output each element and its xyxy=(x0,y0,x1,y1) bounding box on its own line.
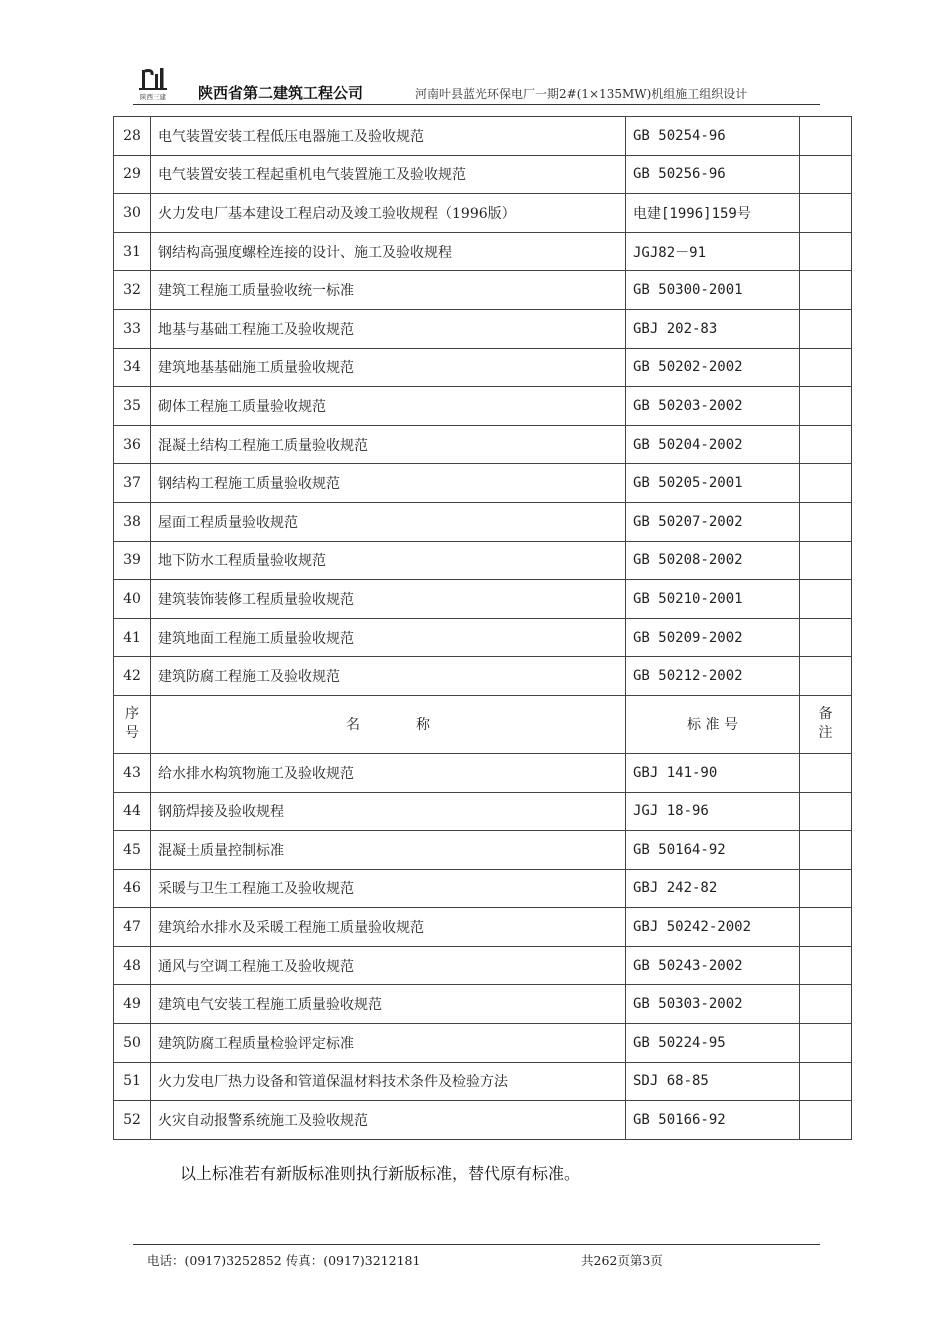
footer-contact: 电话：(0917)3252852 传真：(0917)3212181 xyxy=(147,1253,421,1268)
table-row xyxy=(114,618,852,657)
col-header-no xyxy=(114,695,151,753)
standard-code: SDJ 68-85 xyxy=(626,1062,800,1101)
remark-cell xyxy=(800,869,852,908)
remark-cell xyxy=(800,194,852,233)
remark-cell xyxy=(800,1024,852,1063)
remark-cell xyxy=(800,1101,852,1140)
remark-cell xyxy=(800,792,852,831)
footer-page-number: 共262页第3页 xyxy=(581,1253,663,1268)
row-number: 30 xyxy=(114,194,151,233)
standard-name: 地基与基础工程施工及验收规范 xyxy=(151,309,626,348)
standard-code: GB 50210-2001 xyxy=(626,580,800,619)
table-row xyxy=(114,831,852,870)
col-header-remark xyxy=(800,695,852,753)
table-row xyxy=(114,908,852,947)
table-row xyxy=(114,580,852,619)
row-number: 31 xyxy=(114,232,151,271)
company-logo xyxy=(133,66,173,102)
row-number: 33 xyxy=(114,309,151,348)
col-header-name: 名 称 xyxy=(151,695,626,753)
table-row xyxy=(114,869,852,908)
remark-cell xyxy=(800,425,852,464)
row-number: 46 xyxy=(114,869,151,908)
standard-name: 地下防水工程质量验收规范 xyxy=(151,541,626,580)
table-row xyxy=(114,1101,852,1140)
standard-name: 建筑装饰装修工程质量验收规范 xyxy=(151,580,626,619)
logo-text: 陕西三建 xyxy=(140,93,166,101)
row-number: 29 xyxy=(114,155,151,194)
standard-code: GB 50256-96 xyxy=(626,155,800,194)
col-header-no-line2: 号 xyxy=(125,725,139,742)
row-number: 36 xyxy=(114,425,151,464)
row-number: 41 xyxy=(114,618,151,657)
table-row xyxy=(114,348,852,387)
table-header-section xyxy=(114,695,852,753)
standard-name: 钢结构高强度螺栓连接的设计、施工及验收规程 xyxy=(151,232,626,271)
standard-name: 钢筋焊接及验收规程 xyxy=(151,792,626,831)
standard-code: GB 50208-2002 xyxy=(626,541,800,580)
remark-cell xyxy=(800,502,852,541)
table-row xyxy=(114,155,852,194)
standard-name: 混凝土结构工程施工质量验收规范 xyxy=(151,425,626,464)
remark-cell xyxy=(800,908,852,947)
standard-code: GB 50212-2002 xyxy=(626,657,800,696)
col-header-no-line1: 序 xyxy=(125,706,139,723)
standard-name: 建筑地基基础施工质量验收规范 xyxy=(151,348,626,387)
remark-cell xyxy=(800,580,852,619)
row-number: 42 xyxy=(114,657,151,696)
standard-code: 电建[1996]159号 xyxy=(626,194,800,233)
table-row xyxy=(114,309,852,348)
standard-code: GB 50204-2002 xyxy=(626,425,800,464)
standard-name: 火力发电厂基本建设工程启动及竣工验收规程（1996版） xyxy=(151,194,626,233)
standard-code: GB 50166-92 xyxy=(626,1101,800,1140)
table-row xyxy=(114,502,852,541)
page-header xyxy=(133,66,820,105)
remark-cell xyxy=(800,985,852,1024)
standard-name: 砌体工程施工质量验收规范 xyxy=(151,387,626,426)
remark-cell xyxy=(800,831,852,870)
standard-code: GB 50254-96 xyxy=(626,117,800,156)
remark-cell xyxy=(800,464,852,503)
row-number: 44 xyxy=(114,792,151,831)
row-number: 50 xyxy=(114,1024,151,1063)
standard-code: GB 50164-92 xyxy=(626,831,800,870)
table-row xyxy=(114,194,852,233)
standards-note: 以上标准若有新版标准则执行新版标准，替代原有标准。 xyxy=(180,1164,581,1183)
table-row xyxy=(114,387,852,426)
standard-name: 采暖与卫生工程施工及验收规范 xyxy=(151,869,626,908)
standard-name: 火力发电厂热力设备和管道保温材料技术条件及检验方法 xyxy=(151,1062,626,1101)
standards-table xyxy=(113,116,852,1140)
standard-name: 建筑防腐工程质量检验评定标准 xyxy=(151,1024,626,1063)
standard-code: GBJ 242-82 xyxy=(626,869,800,908)
standard-name: 混凝土质量控制标准 xyxy=(151,831,626,870)
standard-name: 电气装置安装工程起重机电气装置施工及验收规范 xyxy=(151,155,626,194)
remark-cell xyxy=(800,155,852,194)
col-header-remark-line2: 注 xyxy=(818,725,833,742)
table-body-b xyxy=(114,753,852,1139)
row-number: 43 xyxy=(114,753,151,792)
remark-cell xyxy=(800,232,852,271)
table-row xyxy=(114,1024,852,1063)
standard-name: 火灾自动报警系统施工及验收规范 xyxy=(151,1101,626,1140)
standard-name: 给水排水构筑物施工及验收规范 xyxy=(151,753,626,792)
standard-code: GBJ 141-90 xyxy=(626,753,800,792)
standard-code: GB 50207-2002 xyxy=(626,502,800,541)
table-row xyxy=(114,657,852,696)
table-row xyxy=(114,1062,852,1101)
standard-code: GB 50243-2002 xyxy=(626,946,800,985)
table-row xyxy=(114,271,852,310)
remark-cell xyxy=(800,657,852,696)
table-body-a xyxy=(114,117,852,696)
row-number: 35 xyxy=(114,387,151,426)
standard-code: GB 50203-2002 xyxy=(626,387,800,426)
standard-code: GBJ 50242-2002 xyxy=(626,908,800,947)
row-number: 52 xyxy=(114,1101,151,1140)
standard-code: GB 50224-95 xyxy=(626,1024,800,1063)
row-number: 37 xyxy=(114,464,151,503)
remark-cell xyxy=(800,348,852,387)
standard-code: GB 50300-2001 xyxy=(626,271,800,310)
remark-cell xyxy=(800,387,852,426)
remark-cell xyxy=(800,946,852,985)
row-number: 32 xyxy=(114,271,151,310)
row-number: 38 xyxy=(114,502,151,541)
standard-code: JGJ 18-96 xyxy=(626,792,800,831)
table-row xyxy=(114,232,852,271)
standard-code: GB 50202-2002 xyxy=(626,348,800,387)
standard-name: 通风与空调工程施工及验收规范 xyxy=(151,946,626,985)
standard-name: 建筑防腐工程施工及验收规范 xyxy=(151,657,626,696)
standard-code: JGJ82－91 xyxy=(626,232,800,271)
remark-cell xyxy=(800,753,852,792)
standard-name: 电气装置安装工程低压电器施工及验收规范 xyxy=(151,117,626,156)
standard-code: GB 50209-2002 xyxy=(626,618,800,657)
company-name: 陕西省第二建筑工程公司 xyxy=(198,84,364,102)
row-number: 40 xyxy=(114,580,151,619)
table-row xyxy=(114,753,852,792)
standard-code: GB 50303-2002 xyxy=(626,985,800,1024)
standard-name: 建筑电气安装工程施工质量验收规范 xyxy=(151,985,626,1024)
col-header-remark-line1: 备 xyxy=(818,706,833,723)
row-number: 47 xyxy=(114,908,151,947)
table-header-row xyxy=(114,695,852,753)
row-number: 34 xyxy=(114,348,151,387)
row-number: 28 xyxy=(114,117,151,156)
remark-cell xyxy=(800,117,852,156)
row-number: 51 xyxy=(114,1062,151,1101)
remark-cell xyxy=(800,618,852,657)
remark-cell xyxy=(800,541,852,580)
col-header-code: 标 准 号 xyxy=(626,695,800,753)
table-row xyxy=(114,792,852,831)
row-number: 48 xyxy=(114,946,151,985)
standard-name: 建筑给水排水及采暖工程施工质量验收规范 xyxy=(151,908,626,947)
row-number: 45 xyxy=(114,831,151,870)
standard-name: 建筑工程施工质量验收统一标准 xyxy=(151,271,626,310)
table-row xyxy=(114,117,852,156)
remark-cell xyxy=(800,271,852,310)
standard-name: 钢结构工程施工质量验收规范 xyxy=(151,464,626,503)
table-row xyxy=(114,946,852,985)
standard-code: GBJ 202-83 xyxy=(626,309,800,348)
page-footer xyxy=(133,1244,820,1268)
row-number: 49 xyxy=(114,985,151,1024)
project-title: 河南叶县蓝光环保电厂一期2#(1×135MW)机组施工组织设计 xyxy=(415,87,748,101)
remark-cell xyxy=(800,1062,852,1101)
table-row xyxy=(114,985,852,1024)
standard-name: 建筑地面工程施工质量验收规范 xyxy=(151,618,626,657)
table-row xyxy=(114,425,852,464)
table-row xyxy=(114,541,852,580)
row-number: 39 xyxy=(114,541,151,580)
remark-cell xyxy=(800,309,852,348)
standard-code: GB 50205-2001 xyxy=(626,464,800,503)
table-row xyxy=(114,464,852,503)
standard-name: 屋面工程质量验收规范 xyxy=(151,502,626,541)
